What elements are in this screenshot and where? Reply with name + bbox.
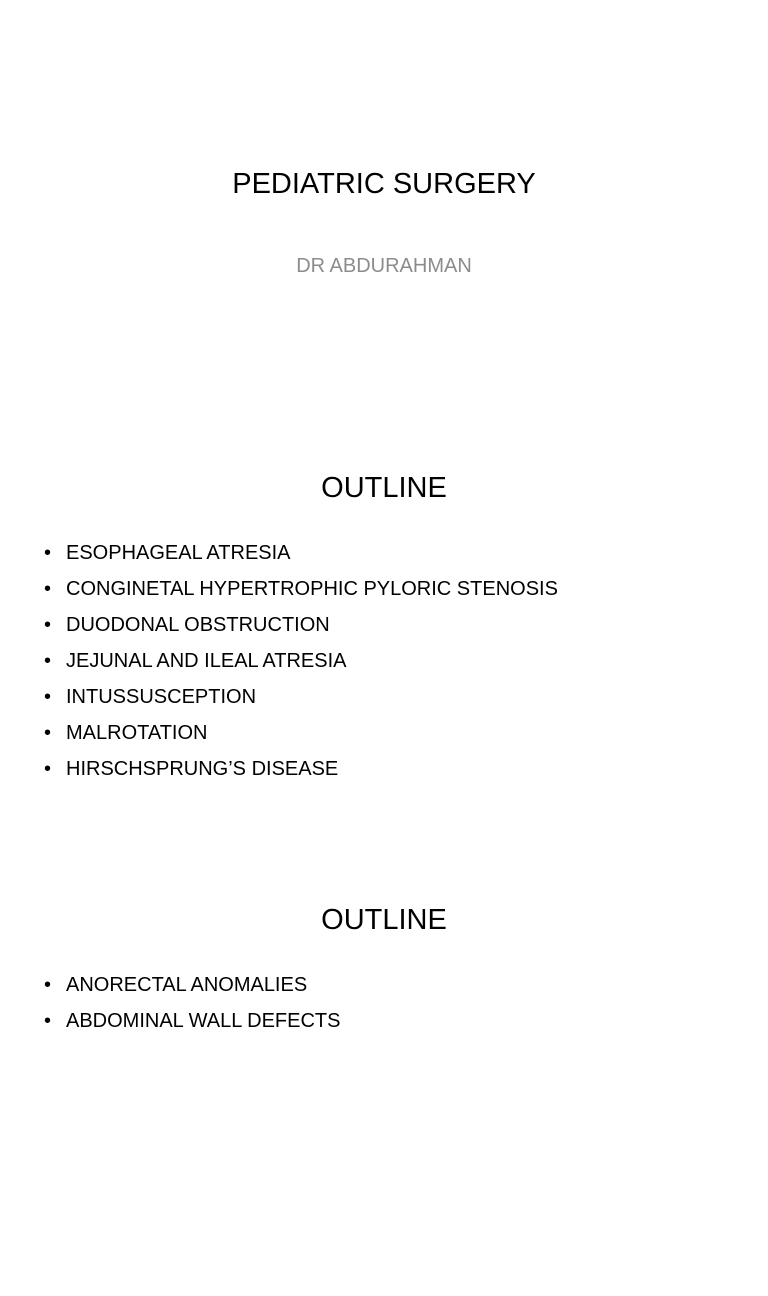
list-item-text: ABDOMINAL WALL DEFECTS: [66, 1010, 341, 1032]
bullet-icon: •: [44, 1010, 52, 1032]
list-item: [44, 970, 341, 1006]
list-item: [44, 754, 558, 790]
list-item-text: MALROTATION: [66, 722, 208, 744]
bullet-icon: •: [44, 686, 52, 708]
bullet-list: [44, 970, 341, 1042]
outline-slide-2: [0, 864, 768, 1296]
list-item: [44, 646, 558, 682]
slide-subtitle: DR ABDURAHMAN: [296, 255, 472, 277]
list-item-text: ANORECTAL ANOMALIES: [66, 974, 308, 996]
outline-slide-1: [0, 432, 768, 864]
list-item: [44, 682, 558, 718]
bullet-icon: •: [44, 758, 52, 780]
bullet-icon: •: [44, 614, 52, 636]
slide-heading: OUTLINE: [321, 472, 447, 504]
bullet-icon: •: [44, 722, 52, 744]
bullet-list: [44, 538, 558, 790]
title-slide: [0, 0, 768, 432]
list-item: [44, 574, 558, 610]
list-item-text: CONGINETAL HYPERTROPHIC PYLORIC STENOSIS: [66, 578, 558, 600]
list-item-text: INTUSSUSCEPTION: [66, 686, 257, 708]
list-item-text: HIRSCHSPRUNG’S DISEASE: [66, 758, 339, 780]
list-item: [44, 538, 558, 574]
bullet-icon: •: [44, 974, 52, 996]
list-item: [44, 1006, 341, 1042]
slide-title: PEDIATRIC SURGERY: [232, 168, 536, 200]
bullet-icon: •: [44, 578, 52, 600]
list-item-text: ESOPHAGEAL ATRESIA: [66, 542, 291, 564]
slide-heading: OUTLINE: [321, 904, 447, 936]
bullet-icon: •: [44, 650, 52, 672]
list-item: [44, 718, 558, 754]
bullet-icon: •: [44, 542, 52, 564]
list-item-text: DUODONAL OBSTRUCTION: [66, 614, 330, 636]
list-item: [44, 610, 558, 646]
list-item-text: JEJUNAL AND ILEAL ATRESIA: [66, 650, 347, 672]
